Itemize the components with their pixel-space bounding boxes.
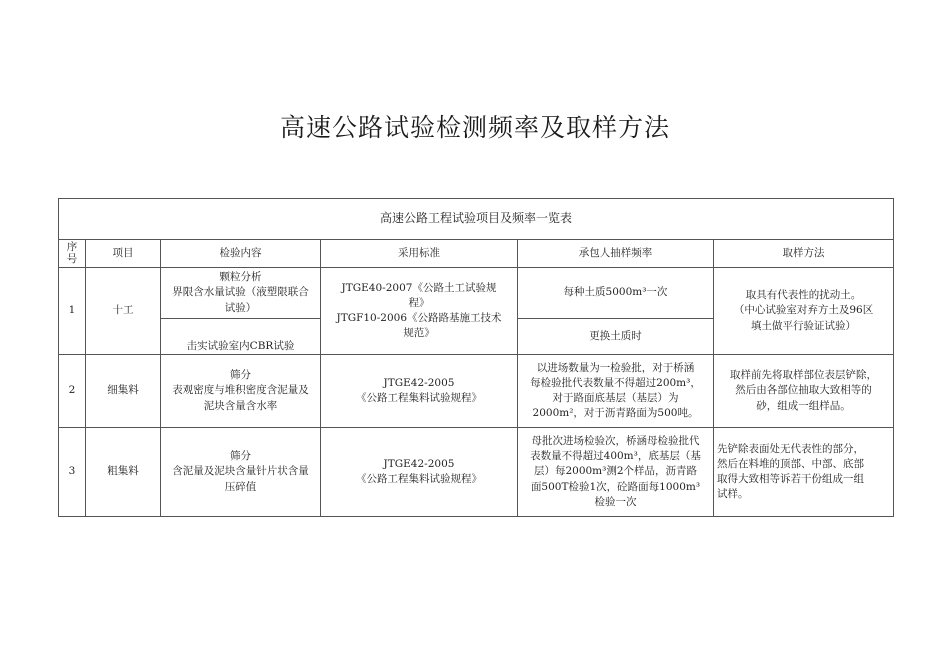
frequency-table: [58, 198, 894, 517]
header-standard: 采用标准: [321, 240, 518, 268]
table-row: [59, 355, 894, 428]
row3-frequency: [518, 428, 714, 517]
header-method: 取样方法: [714, 240, 894, 268]
row3-content: [161, 428, 321, 517]
row1-standard-line3: JTGF10-2006《公路路基施工技术: [336, 312, 502, 324]
row1-content-a-line1: 颗粒分析: [219, 271, 262, 284]
row1-seq: 1: [59, 268, 86, 355]
table-row: [59, 428, 894, 517]
header-seq: [59, 240, 86, 268]
row2-content-line1: 筛分: [230, 369, 251, 382]
document-title: 高速公路试验检测频率及取样方法: [279, 113, 670, 142]
row1-content-a-line2: 界限含水量试验（液塑限联合: [172, 286, 309, 299]
row1-standard: [321, 268, 518, 355]
table-header-row: [59, 240, 894, 268]
row3-standard: [321, 428, 518, 517]
row2-method-line3: 砂，组成一组样品。: [756, 399, 851, 412]
row2-frequency: [518, 355, 714, 428]
row1-standard-line4: 规范》: [403, 327, 435, 340]
row2-method: [714, 355, 894, 428]
row1-content-a-line3: 试验）: [224, 301, 257, 314]
header-item: 项目: [86, 240, 161, 268]
row1-item: 十工: [86, 268, 161, 355]
row1-method-line1: 取具有代表性的扰动土。: [745, 289, 862, 302]
header-seq-line2: 号: [66, 252, 78, 265]
row1-content-a: [161, 268, 321, 319]
header-frequency: 承包人抽样频率: [518, 240, 714, 268]
row3-method-line3: 取得大致相等诉若干份组成一组: [717, 473, 864, 485]
row3-method-line4: 试样。: [717, 488, 749, 501]
row3-seq: 3: [59, 428, 86, 517]
row2-content: [161, 355, 321, 428]
row3-content-line3: 压碎值: [224, 480, 257, 493]
row3-method: [714, 428, 894, 517]
row3-standard-line2: 《公路工程集料试验规程》: [356, 473, 482, 485]
row2-seq: 2: [59, 355, 86, 428]
row2-frequency-line2: 每检验批代表数量不得超过200m³，: [530, 376, 701, 389]
row1-frequency-b: 更换土质时: [518, 319, 714, 355]
row1-frequency-a: 每种土质5000m³一次: [518, 268, 714, 319]
row1-standard-line1: JTGE40-2007《公路土工试验规: [341, 281, 497, 294]
row3-content-line1: 筛分: [230, 450, 251, 463]
table-row: [59, 268, 894, 319]
row3-frequency-line5: 检验一次: [594, 495, 637, 508]
row1-method-line2: （中心试验室对弃方土及96区: [733, 304, 874, 317]
row3-item: 粗集料: [86, 428, 161, 517]
row2-standard-line1: JTGE42-2005: [383, 376, 455, 389]
row3-method-line1: 先铲除表面处无代表性的部分，: [717, 442, 864, 455]
row2-method-line2: 然后由各部位抽取大致相等的: [735, 384, 872, 397]
row2-frequency-line4: 2000m²，对于沥青路面为500吨。: [532, 407, 699, 420]
row2-frequency-line1: 以进场数量为一检验批，对于桥涵: [536, 361, 695, 374]
row3-frequency-line3: 层）每2000m³测2个样品，沥青路: [533, 465, 698, 478]
row1-method-line3: 填土做平行验证试验）: [751, 319, 857, 332]
row3-content-line2: 含泥量及泥块含量针片状含量: [172, 465, 309, 478]
table-caption: 高速公路工程试验项目及频率一览表: [59, 199, 894, 240]
row3-standard-line1: JTGE42-2005: [383, 457, 455, 470]
row3-frequency-line2: 表数量不得超过400m³，底基层（基: [530, 450, 701, 463]
table-caption-row: [59, 199, 894, 240]
row1-method: [714, 268, 894, 355]
row1-content-b: 击实试验室内CBR试验: [161, 319, 321, 355]
row2-standard-line2: 《公路工程集料试验规程》: [356, 392, 482, 404]
row3-frequency-line1: 母批次进场检验次，桥涵母检验批代: [531, 434, 700, 447]
row2-method-line1: 取样前先将取样部位表层铲除，: [730, 369, 878, 382]
header-content: 检验内容: [161, 240, 321, 268]
row2-item: 细集料: [86, 355, 161, 428]
row1-standard-line2: 程》: [408, 296, 430, 309]
row3-method-line2: 然后在料堆的顶部、中部、底部: [717, 457, 864, 470]
row2-content-line3: 泥块含量含水率: [203, 399, 278, 412]
row3-frequency-line4: 面500T检验1次，砼路面每1000m³: [530, 480, 701, 493]
header-seq-line1: 序: [66, 241, 78, 254]
row2-frequency-line3: 对于路面底基层（基层）为: [552, 392, 679, 404]
row2-standard: [321, 355, 518, 428]
row2-content-line2: 表观密度与堆积密度含泥量及: [172, 384, 309, 397]
